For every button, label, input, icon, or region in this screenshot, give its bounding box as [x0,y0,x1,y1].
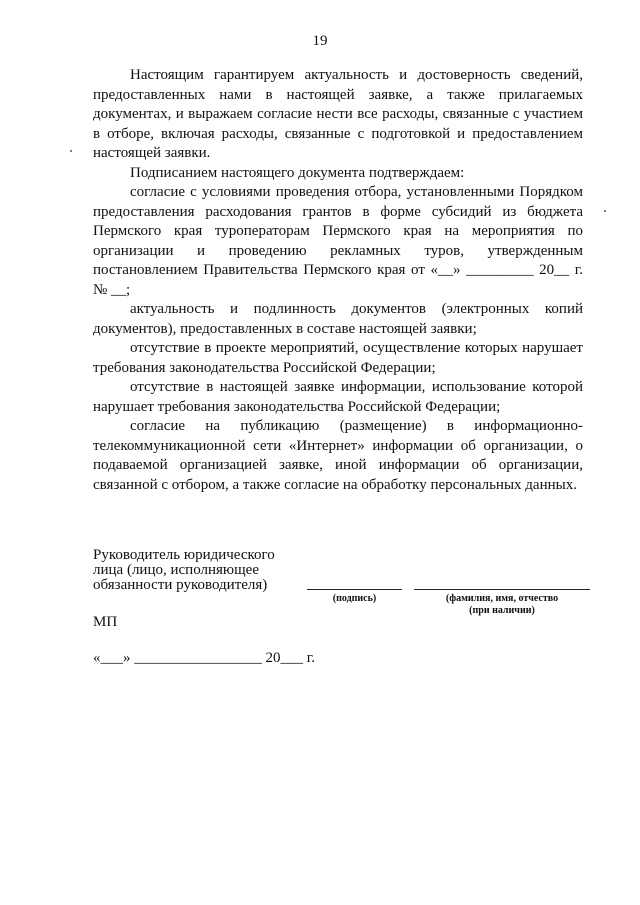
signature-caption: (подпись) [332,593,377,604]
full-name-line [414,589,590,590]
paragraph-document-authenticity: актуальность и подлинность документов (электронных копий документов), предоставленных в составе настоящей заявки; [93,301,583,337]
paragraph-guarantee: Настоящим гарантируем актуальность и достоверность сведений, предоставленных нами в настоящей заявке, а также прилагаемых документах, и выражаем согласие нести все расходы, связанные с участием в отборе, включая расходы, связанные с подготовкой и предоставлением настоящей заявки. [93,67,583,161]
page-number: 19 [312,33,328,49]
paragraph-agreement-conditions: согласие с условиями проведения отбора, установленными Порядком предоставления расходования грантов в форме субсидий из бюджета Пермского края туроператорам Пермского края на мероприятия по организации и проведению рекламных туров, утвержденным постановлением Правительства Пермского края от «__» _________ 20__ г. № __; [93,184,583,298]
full-name-caption: (фамилия, имя, отчество [445,593,559,604]
signature-line [307,589,402,590]
stamp-place-label: МП [93,614,118,630]
full-name-caption-note: (при наличии) [469,605,535,616]
paragraph-confirm-intro: Подписанием настоящего документа подтверждаем: [130,164,465,181]
scan-artifact [604,210,606,212]
document-body [93,66,583,495]
scan-artifact [70,150,72,152]
paragraph-no-violating-events: отсутствие в проекте мероприятий, осуществление которых нарушает требования законодательства Российской Федерации; [93,340,583,376]
date-line: «___» _________________ 20___ г. [93,650,315,666]
paragraph-publication-consent: согласие на публикацию (размещение) в информационно-телекоммуникационной сети «Интернет» информации об организации, о подаваемой организацией заявке, иной информации об организации, связанной с отбором, а также согласие на обработку персональных данных. [93,418,583,493]
paragraph-no-violating-info: отсутствие в настоящей заявке информации, использование которой нарушает требования законодательства Российской Федерации; [93,379,583,415]
signatory-role-label: Руководитель юридического лица (лицо, исполняющее обязанности руководителя) [93,547,275,593]
